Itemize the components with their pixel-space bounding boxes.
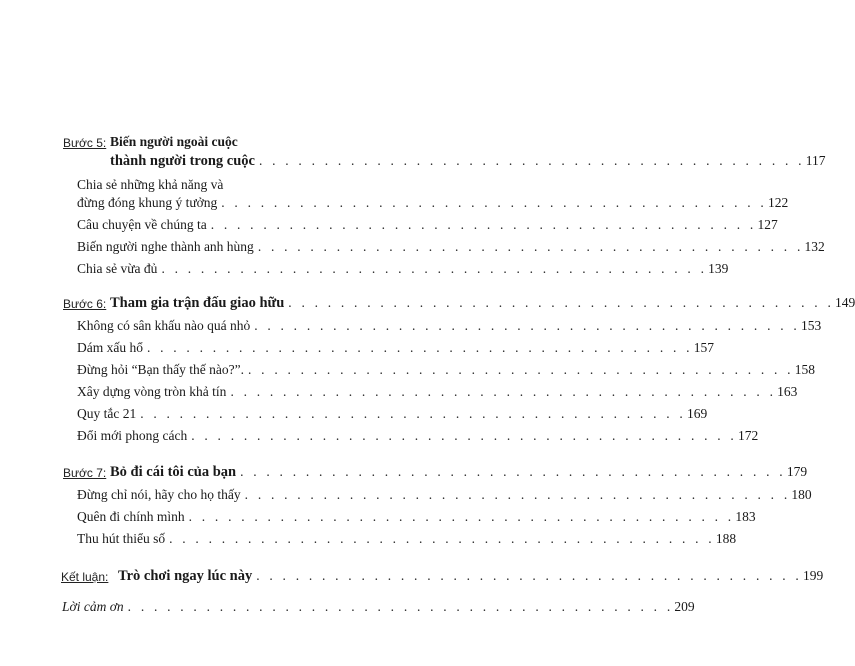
dot-leader: . . . . . . . . . . . . . . . . . . . . . . . . . . . . . . . . . . . . . . . . . .	[127, 599, 674, 614]
toc-entry[interactable]	[77, 383, 798, 401]
entry-title: Quên đi chính mình	[77, 509, 185, 524]
page-number: 183	[735, 509, 756, 524]
page-number: 172	[737, 428, 759, 443]
page-number: 179	[786, 464, 808, 479]
entry-title: Biến người nghe thành anh hùng	[77, 239, 254, 254]
dot-leader: . . . . . . . . . . . . . . . . . . . . . . . . . . . . . . . . . . . . . . . . . .	[258, 153, 805, 168]
toc-entry[interactable]	[77, 339, 714, 357]
dot-leader: . . . . . . . . . . . . . . . . . . . . . . . . . . . . . . . . . . . . . . . . . .	[221, 195, 768, 210]
entry-title: Đổi mới phong cách	[77, 428, 188, 443]
toc-entry[interactable]	[77, 194, 789, 212]
toc-entry[interactable]	[77, 216, 778, 234]
dot-leader: . . . . . . . . . . . . . . . . . . . . . . . . . . . . . . . . . . . . . . . . . .	[257, 239, 804, 254]
dot-leader: . . . . . . . . . . . . . . . . . . . . . . . . . . . . . . . . . . . . . . . . . .	[256, 568, 802, 583]
page-number: 139	[708, 261, 729, 276]
page-number: 169	[686, 406, 708, 421]
entry-title: Thu hút thiểu số	[77, 531, 166, 546]
dot-leader: . . . . . . . . . . . . . . . . . . . . . . . . . . . . . . . . . . . . . . . . . .	[288, 295, 835, 310]
page-number: 199	[802, 568, 824, 583]
dot-leader: . . . . . . . . . . . . . . . . . . . . . . . . . . . . . . . . . . . . . . . . . .	[169, 531, 715, 546]
page-number: 149	[835, 295, 855, 310]
dot-leader: . . . . . . . . . . . . . . . . . . . . . . . . . . . . . . . . . . . . . . . . . .	[161, 261, 708, 276]
page-number: 153	[800, 318, 822, 333]
entry-title: Quy tắc 21	[77, 406, 137, 421]
page-number: 209	[674, 599, 695, 614]
dot-leader: . . . . . . . . . . . . . . . . . . . . . . . . . . . . . . . . . . . . . . . . . .	[244, 487, 791, 502]
page-number: 157	[693, 340, 714, 355]
step-label: Bước 6:	[63, 297, 107, 311]
step-title-line2: thành người trong cuộc	[110, 153, 255, 169]
page-number: 122	[768, 195, 789, 210]
toc-entry[interactable]	[77, 508, 756, 526]
dot-leader: . . . . . . . . . . . . . . . . . . . . . . . . . . . . . . . . . . . . . . . . . .	[210, 217, 757, 232]
page-number: 127	[757, 217, 778, 232]
toc-entry[interactable]	[77, 260, 729, 278]
page-number: 158	[794, 362, 816, 377]
step-title: Bỏ đi cái tôi của bạn	[110, 464, 237, 480]
entry-title: Dám xấu hổ	[77, 340, 143, 355]
entry-title: Không có sân khấu nào quá nhỏ	[77, 318, 251, 333]
step-label: Bước 5:	[63, 136, 107, 150]
step-label: Bước 7:	[63, 466, 107, 480]
dot-leader: . . . . . . . . . . . . . . . . . . . . . . . . . . . . . . . . . . . . . . . . . .	[146, 340, 693, 355]
entry-title: Đừng hỏi “Bạn thấy thế nào?”.	[77, 362, 245, 377]
toc-entry[interactable]	[110, 463, 808, 481]
entry-title: đừng đóng khung ý tưởng	[77, 195, 218, 210]
page-number: 117	[805, 153, 826, 168]
dot-leader: . . . . . . . . . . . . . . . . . . . . . . . . . . . . . . . . . . . . . . . . . .	[248, 362, 794, 377]
entry-title: Đừng chỉ nói, hãy cho họ thấy	[77, 487, 241, 502]
toc-entry[interactable]	[77, 486, 812, 504]
toc-entry[interactable]	[77, 427, 759, 445]
entry-title-line1: Chia sẻ những khả năng và	[77, 177, 224, 192]
toc-entry[interactable]	[77, 361, 816, 379]
dot-leader: . . . . . . . . . . . . . . . . . . . . . . . . . . . . . . . . . . . . . . . . . .	[191, 428, 737, 443]
step-title: Tham gia trận đấu giao hữu	[110, 295, 285, 311]
page-number: 163	[777, 384, 798, 399]
page-number: 188	[715, 531, 737, 546]
toc-entry[interactable]	[118, 567, 824, 585]
toc-entry[interactable]	[62, 598, 695, 616]
toc-entry[interactable]	[77, 317, 822, 335]
dot-leader: . . . . . . . . . . . . . . . . . . . . . . . . . . . . . . . . . . . . . . . . . .	[188, 509, 735, 524]
toc-entry[interactable]	[110, 152, 826, 170]
conclusion-label: Kết luận:	[61, 570, 109, 584]
page-number: 132	[804, 239, 825, 254]
step-title-line1: Biến người ngoài cuộc	[110, 134, 238, 149]
dot-leader: . . . . . . . . . . . . . . . . . . . . . . . . . . . . . . . . . . . . . . . . . .	[254, 318, 800, 333]
dot-leader: . . . . . . . . . . . . . . . . . . . . . . . . . . . . . . . . . . . . . . . . . .	[240, 464, 786, 479]
entry-title: Chia sẻ vừa đủ	[77, 261, 158, 276]
conclusion-title: Trò chơi ngay lúc này	[118, 568, 253, 584]
toc-entry[interactable]	[77, 530, 737, 548]
dot-leader: . . . . . . . . . . . . . . . . . . . . . . . . . . . . . . . . . . . . . . . . . .	[140, 406, 686, 421]
dot-leader: . . . . . . . . . . . . . . . . . . . . . . . . . . . . . . . . . . . . . . . . . .	[230, 384, 777, 399]
entry-title: Xây dựng vòng tròn khả tín	[77, 384, 227, 399]
acknowledgements-title: Lời cảm ơn	[62, 599, 124, 614]
toc-entry[interactable]	[77, 238, 825, 256]
entry-title: Câu chuyện về chúng ta	[77, 217, 207, 232]
toc-entry[interactable]	[110, 294, 855, 312]
toc-entry[interactable]	[77, 405, 708, 423]
page-number: 180	[791, 487, 812, 502]
